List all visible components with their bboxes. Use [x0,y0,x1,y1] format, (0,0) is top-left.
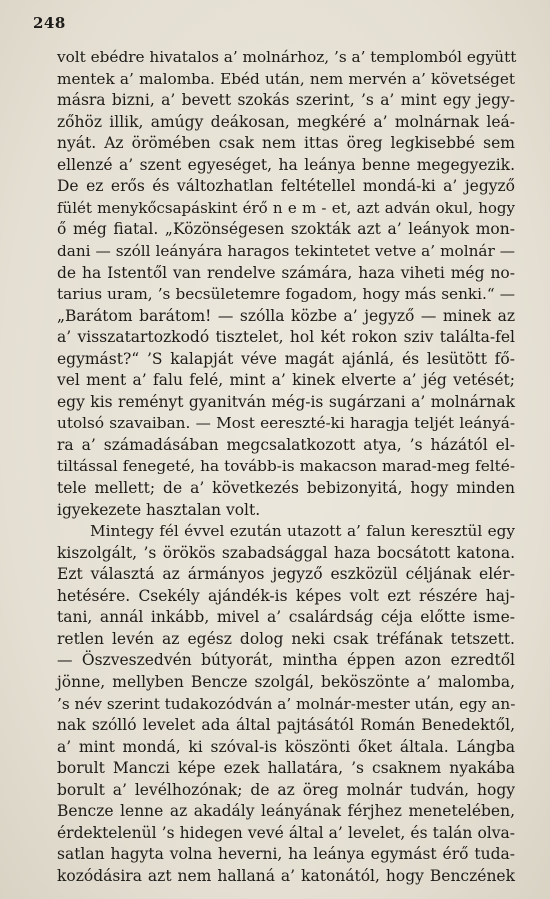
text-line: jönne, mellyben Bencze szolgál, beköszönte a’ malomba, [57,672,515,691]
text-line: tele mellett; de a’ következés bebizonyitá, hogy minden [57,479,515,497]
text-line: tiltással fenegeté, ha tovább-is makacson marad-meg felté- [57,457,515,476]
text-line: hetésére. Csekély ajándék-is képes volt ezt részére haj- [57,586,515,605]
text-line: zőhöz illik, amúgy deákosan, megkéré a’ molnárnak leá- [57,112,515,131]
text-line: a’ mint mondá, ki szóval-is köszönti őket általa. Lángba [57,737,515,756]
text-line: nak szólló levelet ada által pajtásától Román Benedektől, [57,716,515,735]
text-line: fülét menykőcsapáskint érő n e m - et, azt adván okul, hogy [57,198,515,217]
text-line: a’ visszatartozkodó tisztelet, hol két rokon sziv találta-fel [57,328,515,347]
text-line: kiszolgált, ’s örökös szabadsággal haza bocsátott katona. [57,543,515,562]
text-line: ’s név szerint tudakozódván a’ molnár-mester után, egy an- [57,694,516,713]
text-line: ra a’ számadásában megcsalatkozott atya, ’s házától el- [57,435,515,454]
text-line: egy kis reményt gyanitván még-is sugárzani a’ molnárnak [57,392,515,411]
text-line: — Öszveszedvén bútyorát, mintha éppen azon ezredtől [57,651,515,670]
text-line: kozódásira azt nem hallaná a’ katonától, hogy Benczének [57,866,515,885]
text-line: mentek a’ malomba. Ebéd után, nem mervén a’ követséget [57,69,515,88]
text-line: Bencze lenne az akadály leányának férjhez menetelében, [57,802,515,821]
text-line: borult a’ levélhozónak; de az öreg molnár tudván, hogy [57,780,515,799]
text-line: dani — szóll leányára haragos tekintetet vetve a’ molnár — [57,241,515,260]
text-line: volt ebédre hivatalos a’ molnárhoz, ’s a’ templomból együtt [57,48,517,66]
text-line: ő még fiatal. „Közönségesen szokták azt a’ leányok mon- [57,220,515,239]
text-line: érdektelenül ’s hidegen vevé által a’ levelet, és talán olva- [57,823,515,842]
text-line: Mintegy fél évvel ezután utazott a’ falun keresztül egy [90,522,515,541]
text-line: Ezt választá az ármányos jegyző eszközül céljának elér- [57,565,515,584]
text-line: igyekezete hasztalan volt. [57,500,261,519]
text-line: nyát. Az örömében csak nem ittas öreg legkisebbé sem [57,134,515,153]
page-number: 248 [33,14,66,32]
text-line: vel ment a’ falu felé, mint a’ kinek elverte a’ jég vetését; [57,371,515,390]
text-line: satlan hagyta volna heverni, ha leánya egymást érő tuda- [57,845,515,864]
text-line: másra bizni, a’ bevett szokás szerint, ’s a’ mint egy jegy- [57,91,515,110]
text-line: ellenzé a’ szent egyeséget, ha leánya benne megegyezik. [57,155,515,174]
text-line: „Barátom barátom! — szólla közbe a’ jegyző — minek az [57,306,515,325]
text-line: borult Manczi képe ezek hallatára, ’s csaknem nyakába [57,759,515,778]
text-line: tani, annál inkább, mivel a’ csalárdság céja előtte isme- [57,608,515,627]
text-line: De ez erős és változhatlan feltétellel mondá-ki a’ jegyző [57,177,515,196]
text-line: utolsó szavaiban. — Most eereszté-ki haragja teljét leányá- [57,414,515,433]
text-line: retlen levén az egész dolog neki csak tréfának tetszett. [57,629,515,648]
text-line: egymást?“ ’S kalapját véve magát ajánlá, és lesütött fő- [57,349,515,368]
text-line: de ha Istentől van rendelve számára, haza viheti még no- [57,263,515,282]
text-line: tarius uram, ’s becsületemre fogadom, hogy más senki.“ — [57,285,515,304]
